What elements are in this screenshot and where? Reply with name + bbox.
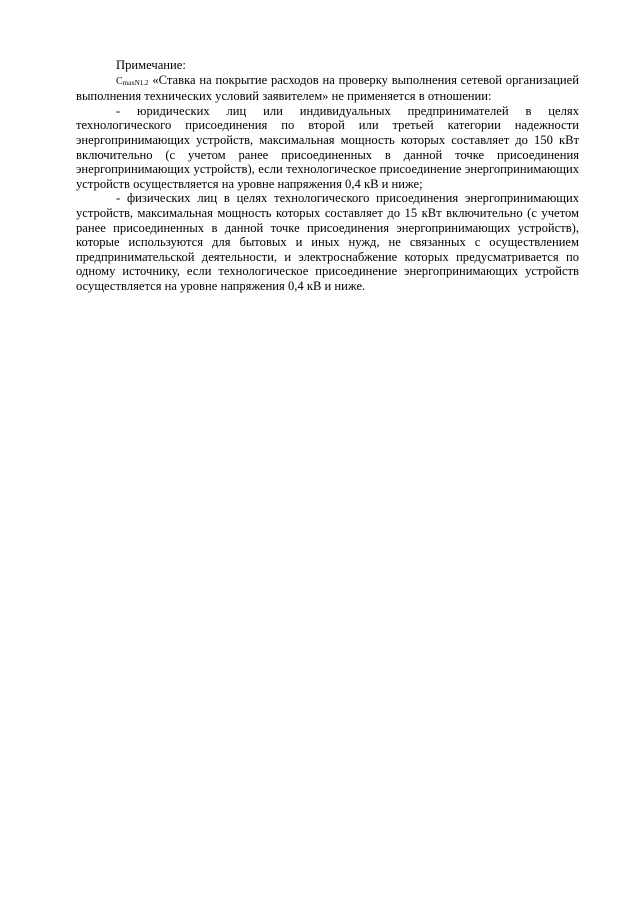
note-heading: Примечание:: [116, 58, 186, 72]
rate-symbol-subscript: maxN1.2: [122, 78, 149, 87]
rate-symbol: [116, 76, 149, 87]
rate-symbol-letter: С: [116, 75, 123, 87]
note-item-legal-entities: - юридических лиц или индивидуальных предпринимателей в целях технологического присоединения по второй или третьей категории надежности энергопринимающих устройств, максимальная мощность которых составляет до 150 кВт включительно (с учетом ранее присоединенных в данной точке присоединения энергопринимающих устройств), если технологическое присоединение энергопринимающих устройств осуществляется на уровне напряжения 0,4 кВ и ниже;: [76, 103, 579, 191]
note-intro-text: «Ставка на покрытие расходов на проверку выполнения сетевой организацией выполнения технических условий заявителем» не применяется в отношении:: [76, 72, 579, 104]
note-item-individuals: - физических лиц в целях технологического присоединения энергопринимающих устройств, максимальная мощность которых составляет до 15 кВт включительно (с учетом ранее присоединенных в данной точке присоединения энергопринимающих устройств), которые используются для бытовых и иных нужд, не связанных с осуществлением предпринимательской деятельности, и электроснабжение которых предусматривается по одному источнику, если технологическое присоединение энергопринимающих устройств осуществляется на уровне напряжения 0,4 кВ и ниже.: [76, 191, 579, 293]
note-intro-paragraph: [76, 73, 579, 104]
